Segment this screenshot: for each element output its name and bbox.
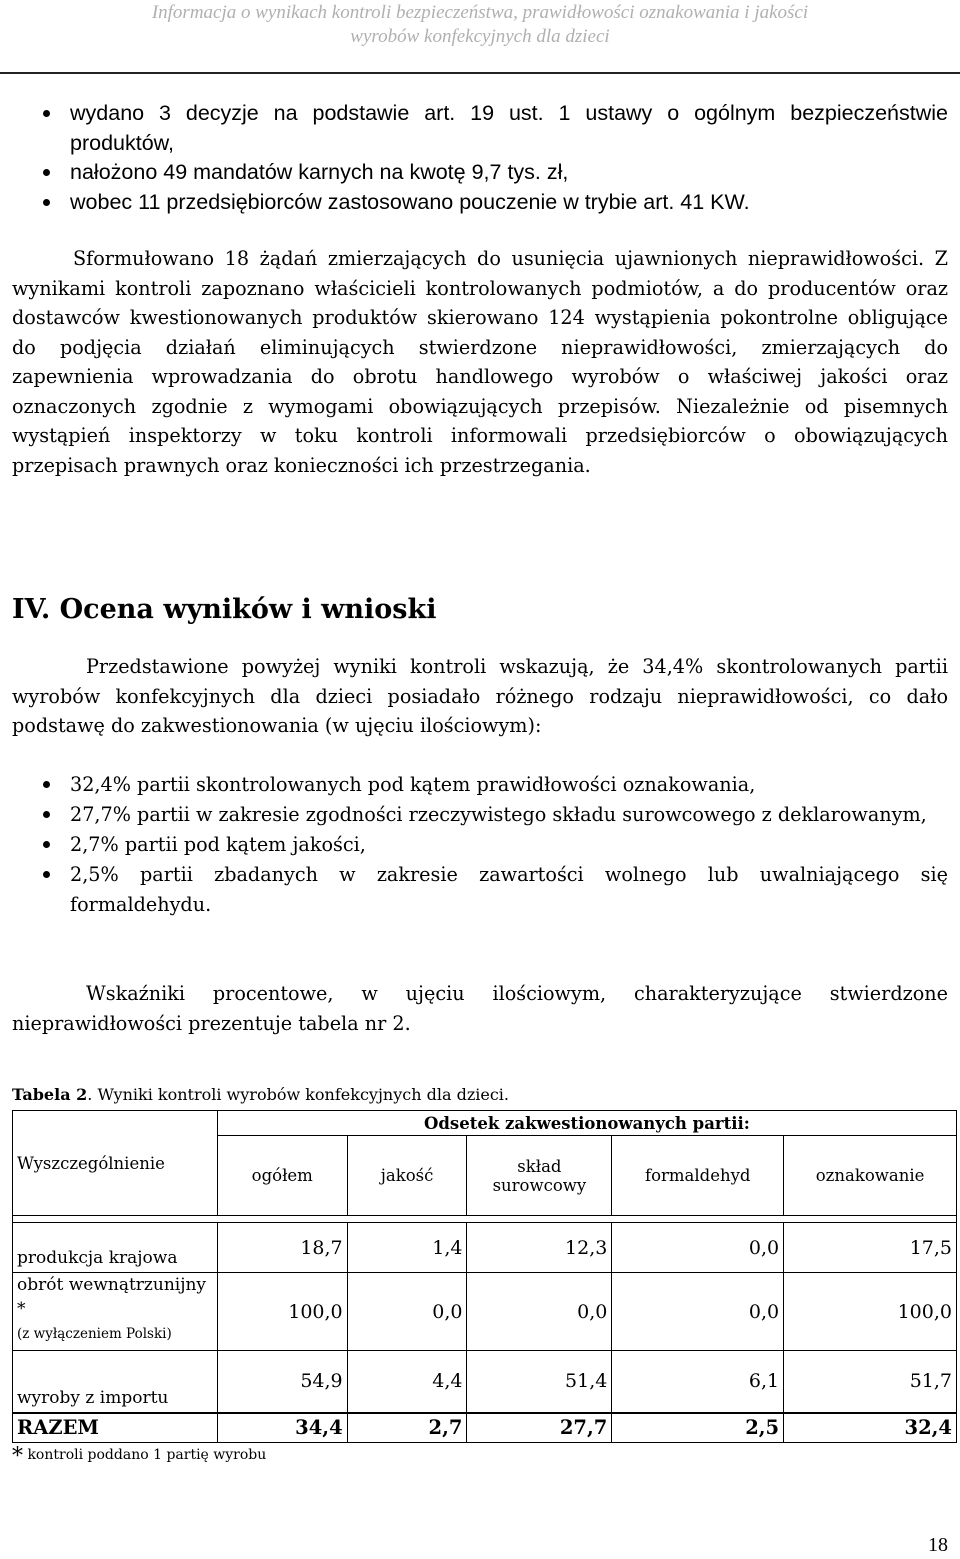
table-cell: 1,4	[347, 1223, 467, 1273]
table-cell: 18,7	[217, 1223, 347, 1273]
running-header	[0, 0, 960, 74]
table-cell: 0,0	[612, 1273, 784, 1351]
table-cell: 0,0	[467, 1273, 612, 1351]
table-cell: 51,4	[467, 1351, 612, 1413]
list-item: nałożono 49 mandatów karnych na kwotę 9,7 tys. zł,	[12, 158, 948, 188]
list-item: 2,7% partii pod kątem jakości,	[12, 830, 948, 860]
table-cell: 12,3	[467, 1223, 612, 1273]
total-cell: 32,4	[784, 1413, 957, 1443]
table-cell: 4,4	[347, 1351, 467, 1413]
bullet-icon	[43, 110, 50, 117]
row-label: obrót wewnątrzunijny * (z wyłączeniem Polski)	[13, 1273, 218, 1351]
footnote-text: kontroli poddano 1 partię wyrobu	[27, 1447, 267, 1463]
table-cell: 17,5	[784, 1223, 957, 1273]
table-cell: 0,0	[612, 1223, 784, 1273]
paragraph-assessment: Przedstawione powyżej wyniki kontroli wskazują, że 34,4% skontrolowanych partii wyrobów konfekcyjnych dla dzieci posiadało różnego rodzaju nieprawidłowości, co dało podstawę do zakwestionowania (w ujęciu ilościowym):	[12, 655, 948, 737]
header-divider	[0, 72, 960, 74]
findings-list	[12, 770, 948, 920]
table-caption	[12, 1085, 509, 1104]
total-cell: 2,7	[347, 1413, 467, 1443]
group-header: Odsetek zakwestionowanych partii:	[217, 1111, 956, 1136]
row-header: Wyszczególnienie	[13, 1111, 218, 1216]
column-header: formaldehyd	[612, 1136, 784, 1216]
header-title-line-2: wyrobów konfekcyjnych dla dzieci	[350, 26, 610, 47]
bullet-icon	[43, 871, 50, 878]
column-header: jakość	[347, 1136, 467, 1216]
total-cell: 2,5	[612, 1413, 784, 1443]
page-number: 18	[928, 1534, 948, 1556]
column-header: ogółem	[217, 1136, 347, 1216]
table-row	[13, 1223, 957, 1273]
table-caption-text: . Wyniki kontroli wyrobów konfekcyjnych dla dzieci.	[87, 1085, 510, 1104]
table-cell: 100,0	[217, 1273, 347, 1351]
bullet-icon	[43, 841, 50, 848]
row-sublabel: (z wyłączeniem Polski)	[17, 1326, 172, 1342]
row-label: produkcja krajowa	[13, 1223, 218, 1273]
section-title: IV. Ocena wyników i wnioski	[12, 594, 437, 625]
results-table	[12, 1110, 957, 1443]
table-cell: 0,0	[347, 1273, 467, 1351]
table-row	[13, 1273, 957, 1351]
table-cell: 6,1	[612, 1351, 784, 1413]
total-label: RAZEM	[13, 1413, 218, 1443]
bullet-icon	[43, 811, 50, 818]
table-cell: 100,0	[784, 1273, 957, 1351]
bullet-icon	[43, 199, 50, 206]
table-caption-label: Tabela 2	[12, 1085, 88, 1104]
list-item: wydano 3 decyzje na podstawie art. 19 ust. 1 ustawy o ogólnym bezpieczeństwie produktów,	[12, 99, 948, 158]
list-item: wobec 11 przedsiębiorców zastosowano pouczenie w trybie art. 41 KW.	[12, 188, 948, 218]
list-item: 27,7% partii w zakresie zgodności rzeczywistego składu surowcowego z deklarowanym,	[12, 800, 948, 830]
row-label: wyroby z importu	[13, 1351, 218, 1413]
enforcement-list	[12, 99, 948, 217]
footnote-mark: *	[12, 1444, 23, 1469]
total-row	[13, 1413, 957, 1443]
bullet-icon	[43, 781, 50, 788]
column-header: skład surowcowy	[467, 1136, 612, 1216]
table-cell: 51,7	[784, 1351, 957, 1413]
column-header: oznakowanie	[784, 1136, 957, 1216]
paragraph-indicators: Wskaźniki procentowe, w ujęciu ilościowym, charakteryzujące stwierdzone nieprawidłowości prezentuje tabela nr 2.	[12, 982, 948, 1035]
table-row	[13, 1351, 957, 1413]
table-cell: 54,9	[217, 1351, 347, 1413]
total-cell: 34,4	[217, 1413, 347, 1443]
paragraph-demands: Sformułowano 18 żądań zmierzających do usunięcia ujawnionych nieprawidłowości. Z wynikami kontroli zapoznano właścicieli kontrolowanych podmiotów, a do producentów oraz dostawców kwestionowanych produktów skierowano 124 wystąpienia pokontrolne obligujące do podjęcia działań eliminujących stwierdzone nieprawidłowości, zmierzających do zapewnienia wprowadzania do obrotu handlowego wyrobów o właściwej jakości oraz oznaczonych zgodnie z wymogami obowiązujących przepisów. Niezależnie od pisemnych wystąpień inspektorzy w toku kontroli informowali przedsiębiorców o obowiązujących przepisach prawnych oraz konieczności ich przestrzegania.	[12, 247, 948, 477]
table-footnote	[12, 1444, 266, 1469]
bullet-icon	[43, 169, 50, 176]
total-cell: 27,7	[467, 1413, 612, 1443]
list-item: 2,5% partii zbadanych w zakresie zawartości wolnego lub uwalniającego się formaldehydu.	[12, 860, 948, 920]
header-title-line-1: Informacja o wynikach kontroli bezpieczeństwa, prawidłowości oznakowania i jakości	[151, 2, 809, 23]
list-item: 32,4% partii skontrolowanych pod kątem prawidłowości oznakowania,	[12, 770, 948, 800]
